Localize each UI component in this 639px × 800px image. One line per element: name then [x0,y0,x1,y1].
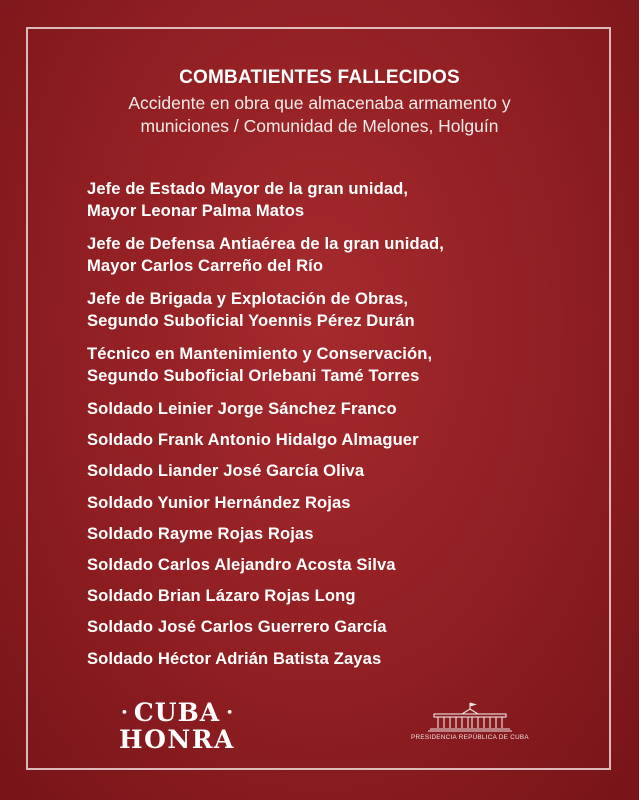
subtitle-line-2: municiones / Comunidad de Melones, Holguín [140,116,499,136]
entry-line-2: Mayor Carlos Carreño del Río [87,256,324,275]
list-item: Soldado Yunior Hernández Rojas [87,492,351,512]
entry-line-1: Jefe de Defensa Antiaérea de la gran unidad, [87,234,444,253]
list-item [87,288,587,332]
list-item: Soldado Rayme Rojas Rojas [87,523,314,543]
list-item: Soldado Héctor Adrián Batista Zayas [87,648,382,668]
header [0,66,639,138]
entry-line-1: Técnico en Mantenimiento y Conservación, [87,344,433,363]
page-title: COMBATIENTES FALLECIDOS [179,67,460,88]
logo-cuba-line [112,700,242,726]
list-item: Soldado Leinier Jorge Sánchez Franco [87,399,397,418]
list-item: Soldado Brian Lázaro Rojas Long [87,586,356,606]
list-item: Soldado Liander José García Oliva [87,461,365,481]
entry-line-2: Segundo Suboficial Yoennis Pérez Durán [87,311,415,330]
logo-honra-text: HONRA [119,725,235,754]
list-item [87,343,587,387]
presidencia-text: PRESIDENCIA REPÚBLICA DE CUBA [411,734,529,741]
subtitle [0,92,639,138]
entry-line-2: Mayor Leonar Palma Matos [87,201,305,220]
list-item [87,233,587,277]
list-item: Soldado Frank Antonio Hidalgo Almaguer [87,430,419,450]
entry-line-1: Jefe de Estado Mayor de la gran unidad, [87,179,409,198]
entry-line-1: Jefe de Brigada y Explotación de Obras, [87,289,409,308]
presidencia-logo [410,702,530,741]
logo-cuba-text: CUBA [133,698,221,727]
list-item: Soldado José Carlos Guerrero García [87,617,387,637]
list-item [87,178,587,222]
list-item: Soldado Carlos Alejandro Acosta Silva [87,554,396,574]
palace-icon [428,702,512,732]
fallen-list [87,178,587,679]
dot-icon: • [226,706,234,719]
entry-line-2: Segundo Suboficial Orlebani Tamé Torres [87,366,420,385]
subtitle-line-1: Accidente en obra que almacenaba armamento y [128,93,511,113]
cuba-honra-logo [112,700,242,754]
dot-icon: • [120,706,128,719]
